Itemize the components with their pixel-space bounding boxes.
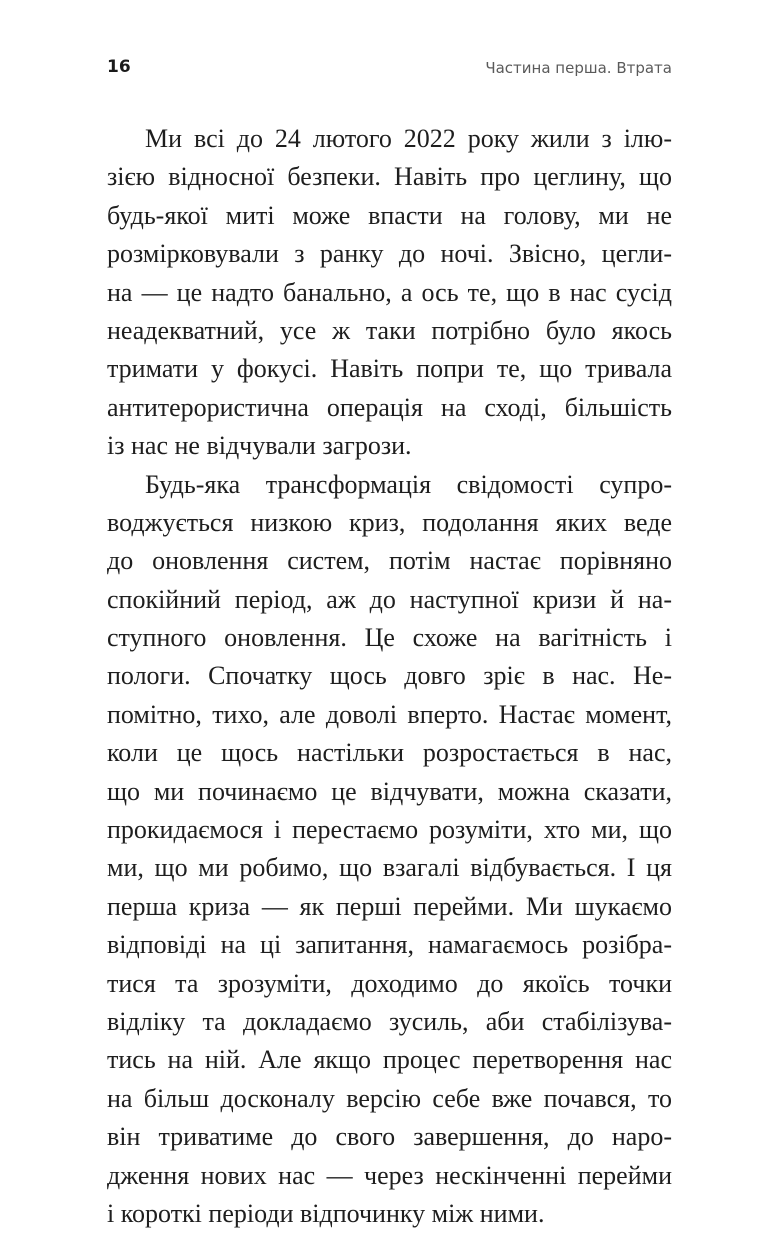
text-line: помітно, тихо, але доволі вперто. Настає момент, <box>107 699 672 729</box>
text-line: воджується низкою криз, подолання яких веде <box>107 507 672 537</box>
text-line: до оновлення систем, потім настає порівняно <box>107 546 672 576</box>
text-line: розмірковували з ранку до ночі. Звісно, цегли- <box>107 239 672 269</box>
text-line: антитерористична операція на сході, більшість <box>107 392 672 422</box>
paragraph-1 <box>107 120 672 466</box>
text-line: пологи. Спочатку щось довго зріє в нас. Не- <box>107 661 672 691</box>
text-line: ми, що ми робимо, що взагалі відбувається. І ця <box>107 853 672 883</box>
text-line: ступного оновлення. Це схоже на вагітність і <box>107 623 672 653</box>
text-line: на — це надто банально, а ось те, що в нас сусід <box>107 277 672 307</box>
paragraph-2 <box>107 466 672 1233</box>
body-text <box>107 120 672 1233</box>
text-line: на більш досконалу версію себе вже почався, то <box>107 1083 672 1113</box>
text-line: тись на ній. Але якщо процес перетворення нас <box>107 1045 672 1075</box>
text-line: Ми всі до 24 лютого 2022 року жили з ілю- <box>145 124 672 153</box>
text-line: відповіді на ці запитання, намагаємось розібра- <box>107 930 672 960</box>
page-number: 16 <box>107 57 131 77</box>
text-line: перша криза — як перші перейми. Ми шукаємо <box>107 891 672 921</box>
text-line: і короткі періоди відпочинку між ними. <box>107 1198 545 1228</box>
text-line: спокійний період, аж до наступної кризи й на- <box>107 584 672 614</box>
text-line: відліку та докладаємо зусиль, аби стабілізува- <box>107 1006 672 1036</box>
text-line: дження нових нас — через нескінченні перейми <box>107 1160 672 1190</box>
text-line: він триватиме до свого завершення, до наро- <box>107 1122 672 1152</box>
text-line: Будь-яка трансформація свідомості супро- <box>145 469 672 499</box>
text-line: із нас не відчували загрози. <box>107 431 412 461</box>
text-line: неадекватний, усе ж таки потрібно було якось <box>107 315 672 345</box>
running-header <box>107 56 672 80</box>
section-title: Частина перша. Втрата <box>485 59 672 77</box>
text-line: зією відносної безпеки. Навіть про цеглину, що <box>107 162 672 192</box>
text-line: тримати у фокусі. Навіть попри те, що тривала <box>107 354 672 384</box>
text-line: будь-якої миті може впасти на голову, ми не <box>107 200 672 230</box>
text-line: коли це щось настільки розростається в нас, <box>107 738 672 768</box>
text-line: тися та зрозуміти, доходимо до якоїсь точки <box>107 968 672 998</box>
text-line: що ми починаємо це відчувати, можна сказати, <box>107 776 672 806</box>
text-line: прокидаємося і перестаємо розуміти, хто ми, що <box>107 815 672 845</box>
